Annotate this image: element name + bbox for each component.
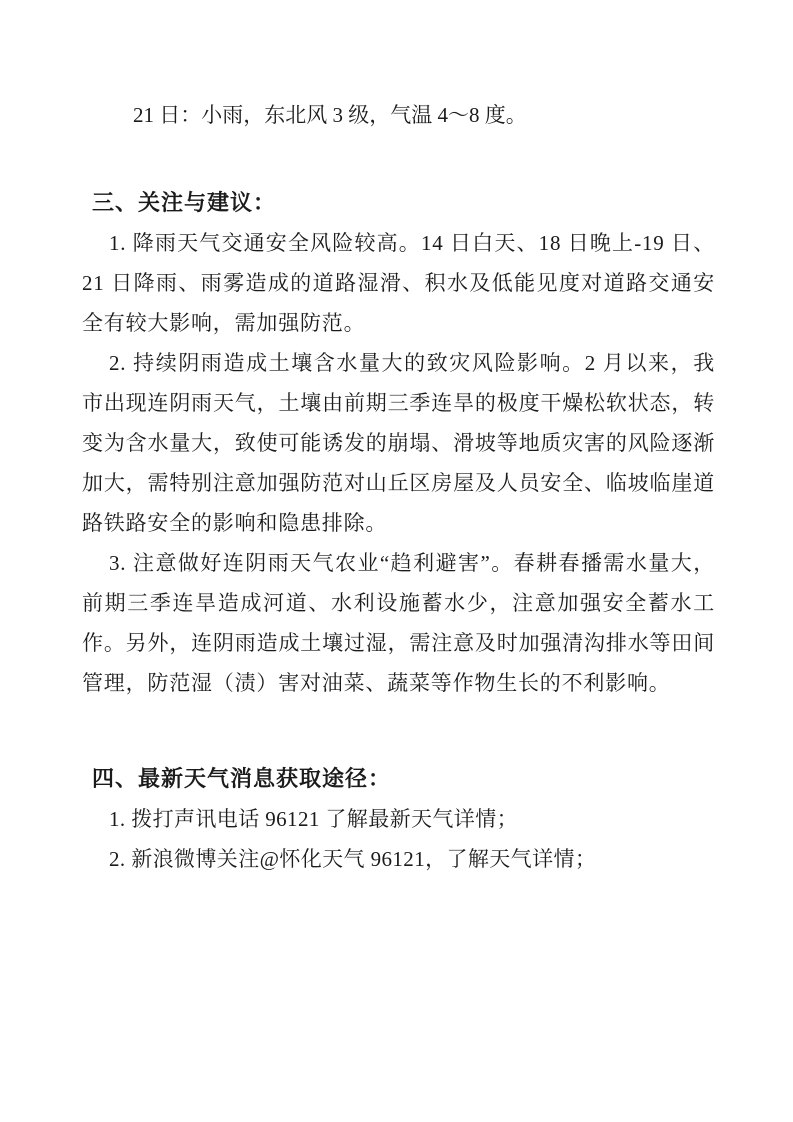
section-latest-weather-info-channels	[82, 759, 715, 879]
paragraph-rain-traffic-safety-risk: 1. 降雨天气交通安全风险较高。14 日白天、18 日晚上-19 日、21 日降雨、雨雾造成的道路湿滑、积水及低能见度对道路交通安全有较大影响，需加强防范。	[82, 231, 715, 335]
paragraph-soil-moisture-geological-risk: 2. 持续阴雨造成土壤含水量大的致灾风险影响。2 月以来，我市出现连阴雨天气，土壤由前期三季连旱的极度干燥松软状态，转变为含水量大，致使可能诱发的崩塌、滑坡等地质灾害的风险逐渐加大，需特别注意加强防范对山丘区房屋及人员安全、临坡临崖道路铁路安全的影响和隐患排除。	[82, 351, 715, 535]
item-sina-weibo-huaihua-weather: 2. 新浪微博关注@怀化天气 96121，了解天气详情；	[109, 847, 597, 871]
section-heading-latest-weather-info-channels: 四、最新天气消息获取途径：	[92, 766, 392, 791]
paragraph-agriculture-advice: 3. 注意做好连阴雨天气农业“趋利避害”。春耕春播需水量大，前期三季连旱造成河道、水利设施蓄水少，注意加强安全蓄水工作。另外，连阴雨造成土壤过湿，需注意及时加强清沟排水等田间管理，防范湿（渍）害对油菜、蔬菜等作物生长的不利影响。	[82, 551, 715, 695]
weather-forecast-day21-line: 21 日：小雨，东北风 3 级，气温 4～8 度。	[133, 103, 527, 127]
section-attention-and-suggestions	[82, 183, 715, 703]
section-heading-attention-and-suggestions: 三、关注与建议：	[92, 190, 277, 215]
item-hotline-96121: 1. 拨打声讯电话 96121 了解最新天气详情；	[109, 807, 518, 831]
